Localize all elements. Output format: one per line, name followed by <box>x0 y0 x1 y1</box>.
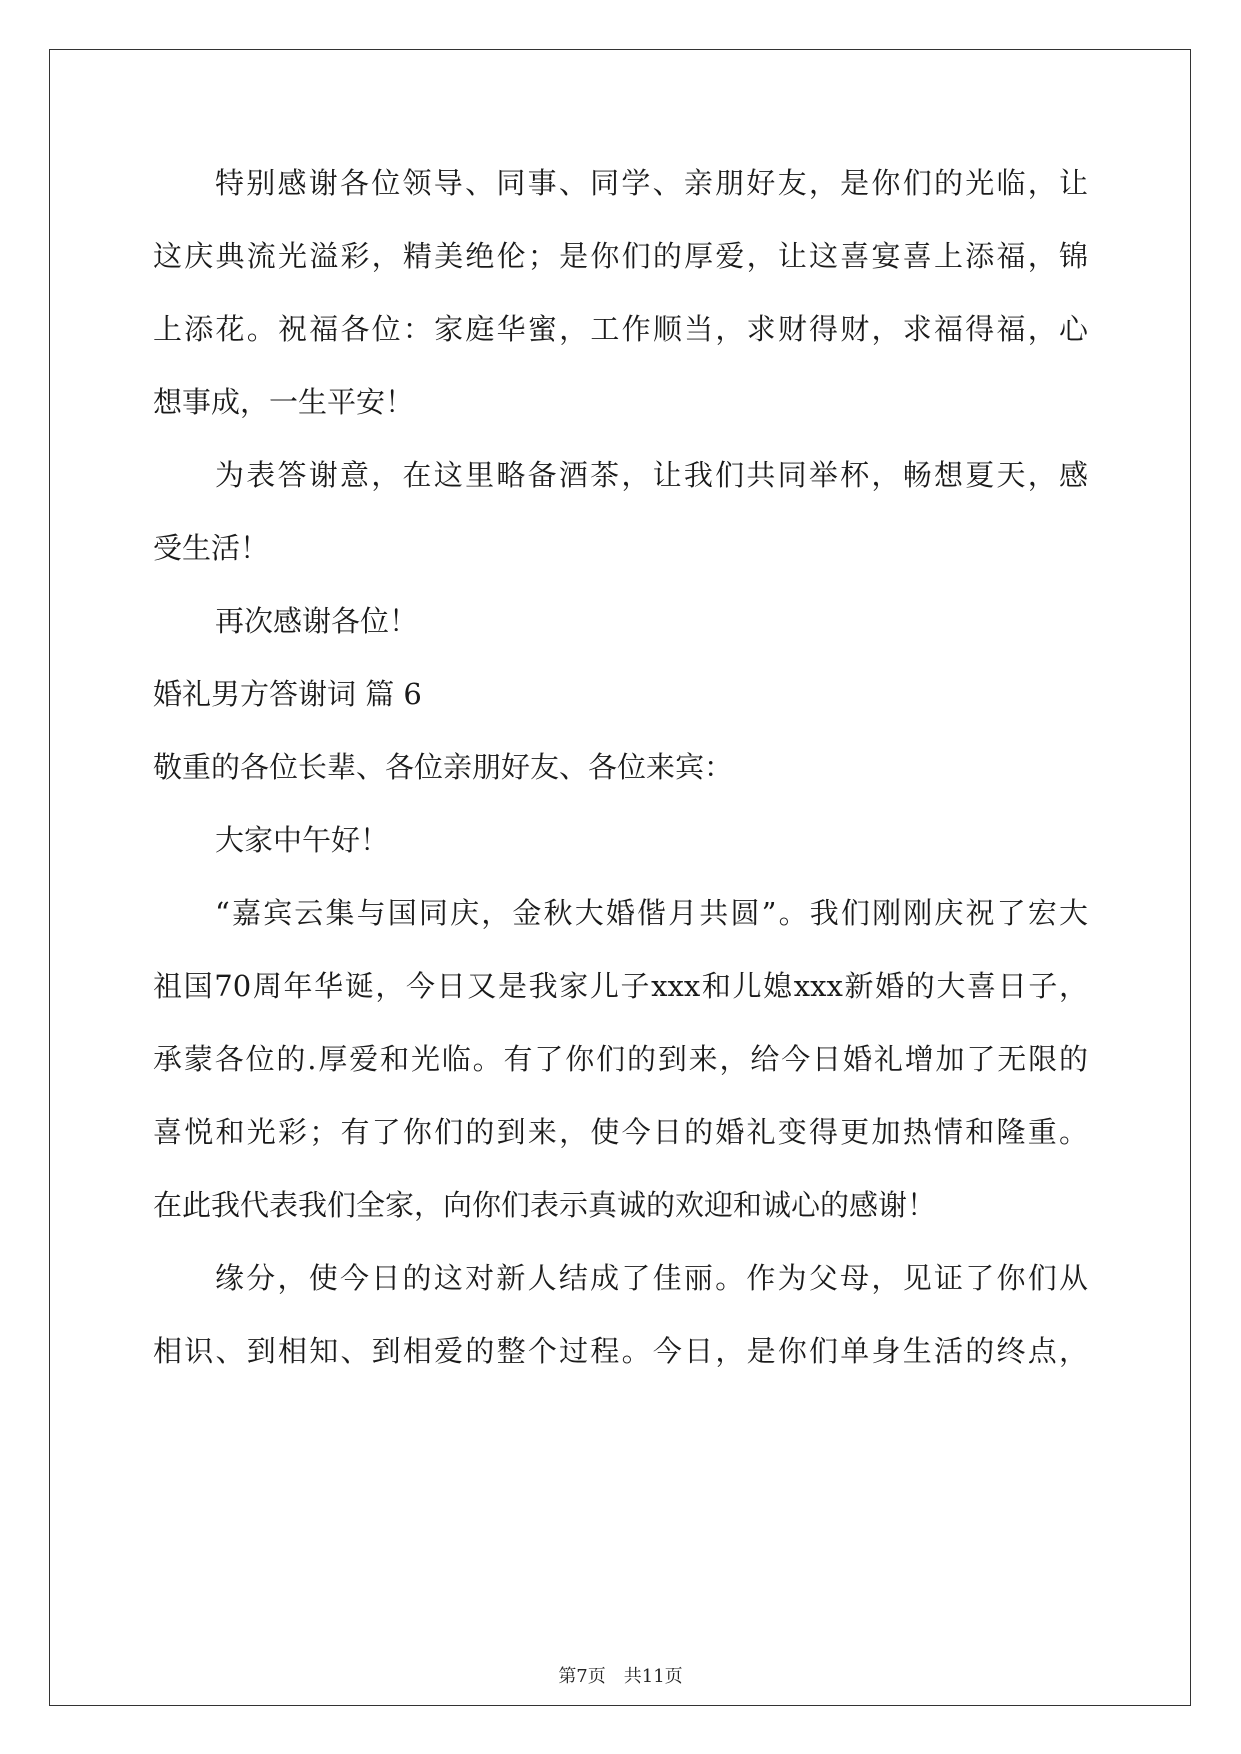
current-page-number: 第7页 <box>558 1666 606 1687</box>
paragraph-line: 再次感谢各位！ <box>215 604 419 638</box>
paragraph-line: 特别感谢各位领导、同事、同学、亲朋好友，是你们的光临，让 <box>215 166 1088 200</box>
section-heading: 婚礼男方答谢词 篇 6 <box>153 677 422 711</box>
paragraph-line: 受生活！ <box>153 531 270 565</box>
paragraph-line: 相识、到相知、到相爱的整个过程。今日，是你们单身生活的终点， <box>153 1334 1088 1368</box>
paragraph-line: 想事成，一生平安！ <box>153 385 415 419</box>
salutation: 敬重的各位长辈、各位亲朋好友、各位来宾： <box>153 750 734 784</box>
paragraph-line: 承蒙各位的.厚爱和光临。有了你们的到来，给今日婚礼增加了无限的 <box>153 1042 1088 1076</box>
paragraph-line: “嘉宾云集与国同庆，金秋大婚偕月共圆”。我们刚刚庆祝了宏大 <box>215 896 1088 930</box>
paragraph-line: 祖国70周年华诞，今日又是我家儿子xxx和儿媳xxx新婚的大喜日子， <box>153 969 1088 1003</box>
greeting: 大家中午好！ <box>215 823 390 857</box>
paragraph-line: 上添花。祝福各位：家庭华蜜，工作顺当，求财得财，求福得福，心 <box>153 312 1088 346</box>
paragraph-line: 喜悦和光彩；有了你们的到来，使今日的婚礼变得更加热情和隆重。 <box>153 1115 1088 1149</box>
paragraph-line: 为表答谢意，在这里略备酒茶，让我们共同举杯，畅想夏天，感 <box>215 458 1088 492</box>
total-page-count: 共11页 <box>623 1666 683 1687</box>
paragraph-line: 在此我代表我们全家，向你们表示真诚的欢迎和诚心的感谢！ <box>153 1188 937 1222</box>
paragraph-line: 缘分，使今日的这对新人结成了佳丽。作为父母，见证了你们从 <box>215 1261 1088 1295</box>
paragraph-line: 这庆典流光溢彩，精美绝伦；是你们的厚爱，让这喜宴喜上添福，锦 <box>153 239 1088 273</box>
page-border <box>49 49 1191 1706</box>
page-footer <box>0 1665 1241 1689</box>
